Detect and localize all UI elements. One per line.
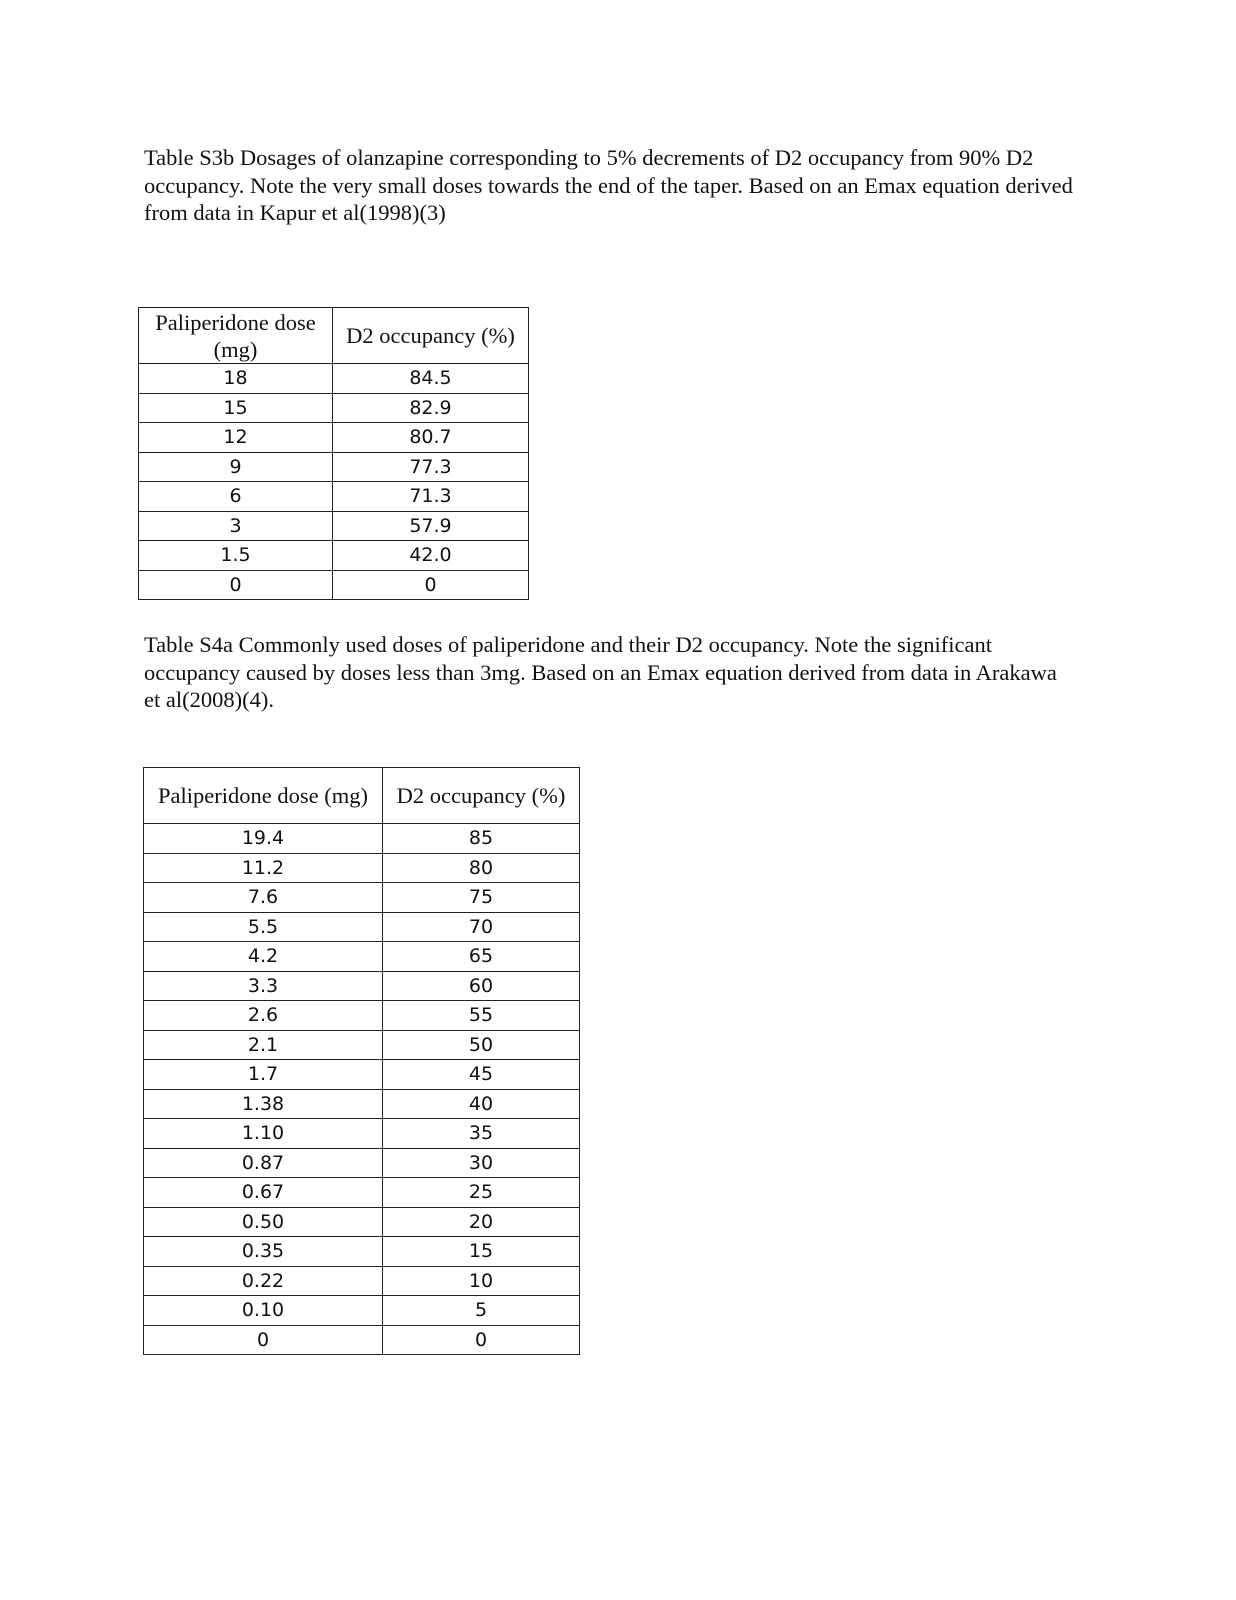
dose-cell: 12	[139, 423, 333, 453]
occupancy-cell: 45	[383, 1060, 580, 1090]
table-row	[144, 1148, 580, 1178]
occupancy-cell: 85	[383, 824, 580, 854]
dose-cell: 15	[139, 393, 333, 423]
dose-cell: 18	[139, 364, 333, 394]
dose-cell: 7.6	[144, 883, 383, 913]
occupancy-cell: 57.9	[333, 511, 529, 541]
occupancy-cell: 50	[383, 1030, 580, 1060]
table-row	[144, 1060, 580, 1090]
paliperidone-occupancy-table	[143, 767, 580, 1355]
occupancy-cell: 42.0	[333, 541, 529, 571]
table-row	[144, 1296, 580, 1326]
table-row	[144, 824, 580, 854]
dose-cell: 4.2	[144, 942, 383, 972]
occupancy-cell: 5	[383, 1296, 580, 1326]
occupancy-cell: 77.3	[333, 452, 529, 482]
table-row	[139, 393, 529, 423]
table-row	[144, 1178, 580, 1208]
occupancy-cell: 71.3	[333, 482, 529, 512]
occupancy-cell: 60	[383, 971, 580, 1001]
dose-cell: 0.50	[144, 1207, 383, 1237]
table-row	[139, 541, 529, 571]
column-header-occupancy: D2 occupancy (%)	[333, 308, 529, 364]
table-row	[139, 364, 529, 394]
table-header-row	[139, 308, 529, 364]
occupancy-cell: 0	[383, 1325, 580, 1355]
occupancy-cell: 15	[383, 1237, 580, 1267]
table-row	[139, 511, 529, 541]
table-row	[139, 482, 529, 512]
dose-cell: 11.2	[144, 853, 383, 883]
occupancy-cell: 75	[383, 883, 580, 913]
occupancy-cell: 84.5	[333, 364, 529, 394]
table-row	[144, 1001, 580, 1031]
occupancy-cell: 80.7	[333, 423, 529, 453]
occupancy-cell: 40	[383, 1089, 580, 1119]
occupancy-cell: 65	[383, 942, 580, 972]
dose-cell: 0.10	[144, 1296, 383, 1326]
column-header-dose: Paliperidone dose (mg)	[139, 308, 333, 364]
dose-cell: 2.6	[144, 1001, 383, 1031]
table-row	[144, 883, 580, 913]
occupancy-cell: 10	[383, 1266, 580, 1296]
table-row	[144, 853, 580, 883]
table-row	[144, 1119, 580, 1149]
occupancy-cell: 82.9	[333, 393, 529, 423]
dose-cell: 5.5	[144, 912, 383, 942]
table-row	[144, 1030, 580, 1060]
table-row	[144, 1237, 580, 1267]
occupancy-cell: 20	[383, 1207, 580, 1237]
dose-cell: 0	[144, 1325, 383, 1355]
table-row	[144, 912, 580, 942]
dose-cell: 2.1	[144, 1030, 383, 1060]
table-row	[139, 423, 529, 453]
column-header-occupancy: D2 occupancy (%)	[383, 768, 580, 824]
dose-cell: 3.3	[144, 971, 383, 1001]
dose-cell: 1.10	[144, 1119, 383, 1149]
occupancy-cell: 55	[383, 1001, 580, 1031]
occupancy-cell: 0	[333, 570, 529, 600]
dose-cell: 1.7	[144, 1060, 383, 1090]
table-row	[139, 570, 529, 600]
dose-cell: 9	[139, 452, 333, 482]
occupancy-cell: 25	[383, 1178, 580, 1208]
dose-cell: 3	[139, 511, 333, 541]
dose-cell: 0.35	[144, 1237, 383, 1267]
dose-cell: 0.87	[144, 1148, 383, 1178]
dose-cell: 19.4	[144, 824, 383, 854]
table-header-row	[144, 768, 580, 824]
table-row	[144, 1089, 580, 1119]
dose-cell: 1.38	[144, 1089, 383, 1119]
occupancy-cell: 80	[383, 853, 580, 883]
occupancy-cell: 35	[383, 1119, 580, 1149]
olanzapine-occupancy-table	[138, 307, 529, 600]
column-header-dose: Paliperidone dose (mg)	[144, 768, 383, 824]
dose-cell: 1.5	[139, 541, 333, 571]
occupancy-cell: 70	[383, 912, 580, 942]
table-body	[139, 364, 529, 600]
dose-cell: 6	[139, 482, 333, 512]
table-row	[144, 971, 580, 1001]
table-s4a-caption: Table S4a Commonly used doses of paliperidone and their D2 occupancy. Note the significant occupancy caused by doses less than 3mg. Based on an Emax equation derived from data in Arakawa et al(2008)(4).	[144, 632, 1057, 712]
table-row	[144, 1325, 580, 1355]
table-row	[139, 452, 529, 482]
table-row	[144, 1266, 580, 1296]
table-body	[144, 824, 580, 1355]
dose-cell: 0.22	[144, 1266, 383, 1296]
dose-cell: 0	[139, 570, 333, 600]
table-s3b-caption: Table S3b Dosages of olanzapine corresponding to 5% decrements of D2 occupancy from 90% D2 occupancy. Note the very small doses towards the end of the taper. Based on an Emax equation derived from data in Kapur et al(1998)(3)	[144, 145, 1073, 225]
table-row	[144, 942, 580, 972]
occupancy-cell: 30	[383, 1148, 580, 1178]
table-row	[144, 1207, 580, 1237]
dose-cell: 0.67	[144, 1178, 383, 1208]
